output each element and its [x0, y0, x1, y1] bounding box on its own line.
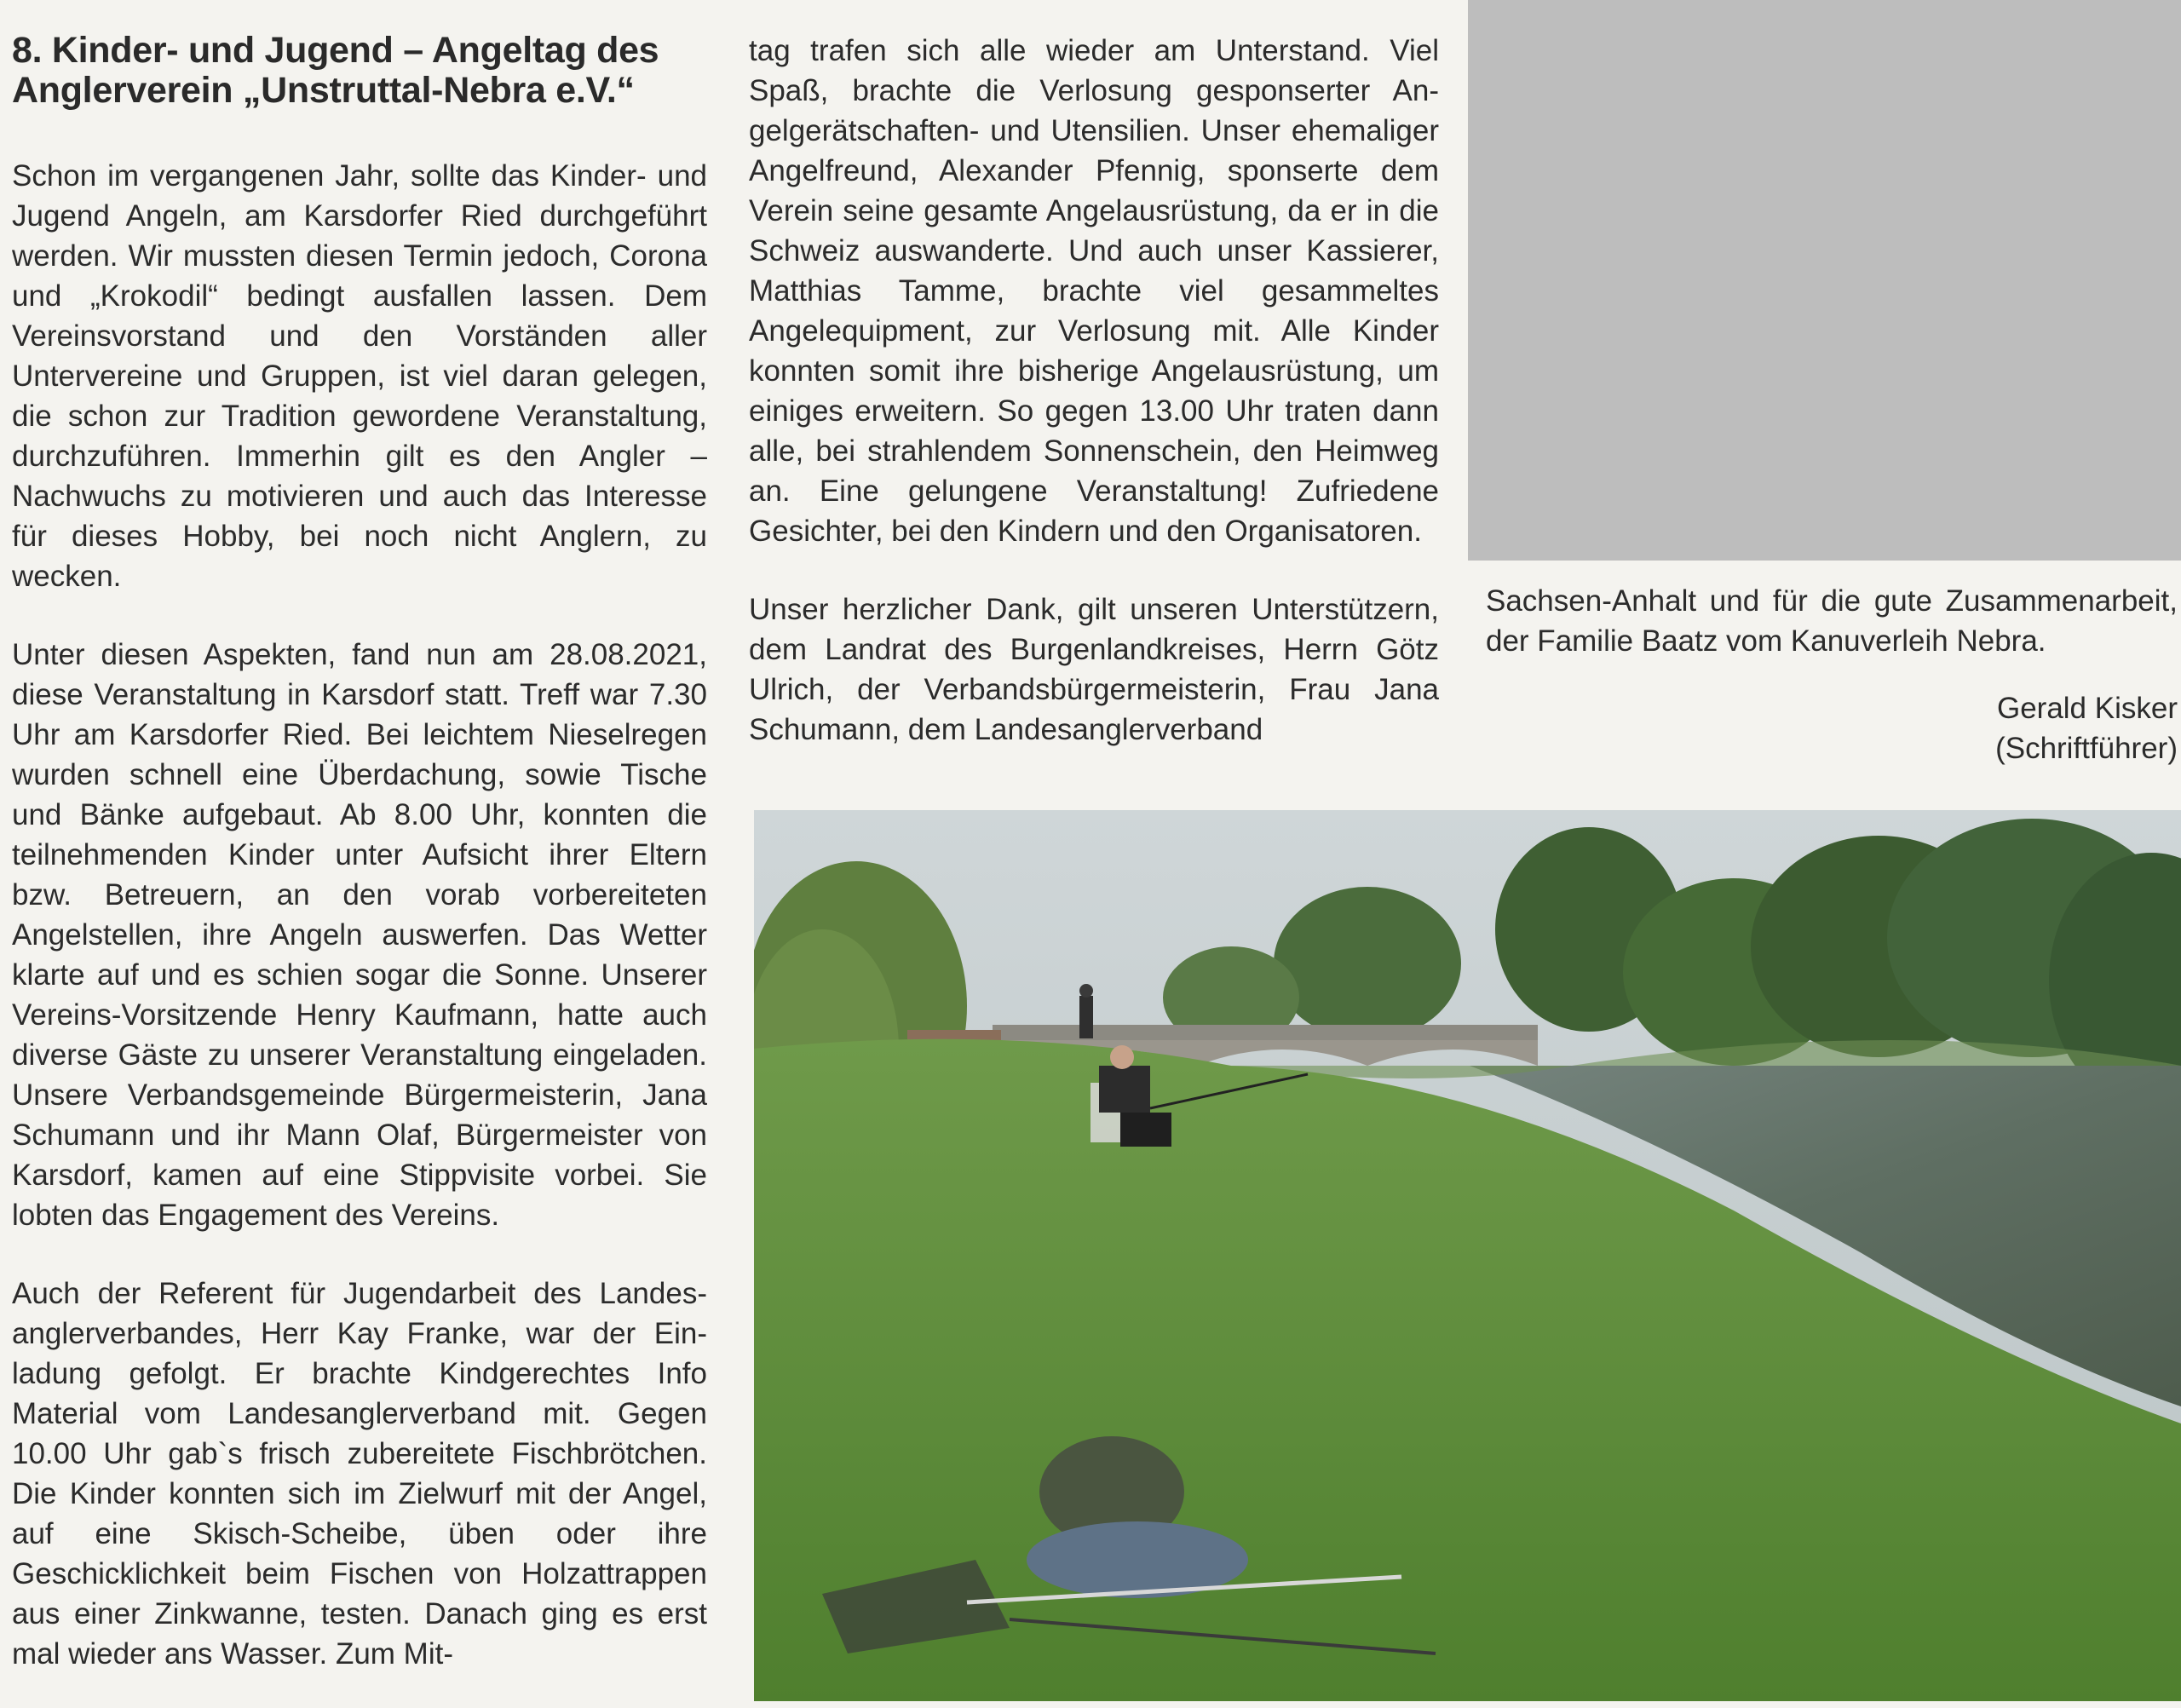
river-fishing-photo [754, 810, 2181, 1701]
paragraph-1: Schon im vergangenen Jahr, sollte das Kinder- und Jugend Angeln, am Karsdorfer Ried durchgeführt werden. Wir mussten diesen Termin jedoch, Corona und „Krokodil“ bedingt ausfallen lassen. Dem Vereinsvorstand und den Vorständen aller Untervereine und Gruppen, ist viel daran gelegen, die schon zur Tradition gewordene Veranstaltung, durchzuführen. Immerhin gilt es den Angler – Nachwuchs zu motivieren und auch das Interesse für dieses Hobby, bei noch nicht Anglern, zu wecken. [12, 159, 707, 593]
column-right [1486, 581, 2178, 768]
author-role: (Schriftführer) [1995, 732, 2178, 765]
paragraph-2: Unter diesen Aspekten, fand nun am 28.08.2021, diese Veranstaltung in Karsdorf statt. Treff war 7.30 Uhr am Karsdorfer Ried. Bei leichtem Nieselregen wurden schnell eine Überdachung, sowie Tische und Bänke aufgebaut. Ab 8.00 Uhr, konnten die teilnehmenden Kinder unter Aufsicht ihrer Eltern bzw. Betreuern, an den vorab vorbereiteten Angelstellen, ihre Angeln auswerfen. Das Wetter klarte auf und es schien sogar die Sonne. Unserer Vereins-Vorsitzende Henry Kaufmann, hatte auch diverse Gäste zu unserer Veranstaltung eingeladen. Unsere Verbandsgemeinde Bürgermeisterin, Jana Schumann und ihr Mann Olaf, Bürgermeister von Karsdorf, kamen auf eine Stippvisite vorbei. Sie lobten das Engagement des Vereins. [12, 638, 707, 1232]
angler-standing [1079, 984, 1093, 1038]
paragraph-3: Auch der Referent für Jugendarbeit des Landesanglerverbandes, Herr Kay Franke, war der Einladung gefolgt. Er brachte Kindgerechtes Info Material vom Landesanglerverband mit. Gegen 10.00 Uhr gab`s frisch zubereitete Fischbrötchen. Die Kinder konnten sich im Zielwurf mit der Angel, auf eine Skisch-Scheibe, üben oder ihre Geschicklichkeit beim Fischen von Holzattrappen aus einer Zinkwanne, testen. Danach ging es erst mal wieder ans Wasser. Zum Mit- [12, 1277, 707, 1671]
paragraph-4-continued: Sachsen-Anhalt und für die gute Zusammenarbeit, der Familie Baatz vom Kanuverleih Nebra. [1486, 584, 2178, 658]
column-left [12, 31, 707, 1674]
paragraph-4: Unser herzlicher Dank, gilt unseren Unterstützern, dem Landrat des Burgenlandkreises, Herrn Götz Ulrich, der Verbandsbürgermeisterin, Frau Jana Schumann, dem Landesanglerverband [749, 593, 1439, 746]
article-photo [754, 810, 2181, 1701]
image-placeholder [1468, 0, 2181, 561]
column-middle [749, 31, 1439, 750]
paragraph-3-continued: tag trafen sich alle wieder am Unterstand. Viel Spaß, brachte die Verlosung gesponserter Angelgerätschaften- und Utensilien. Unser ehemaliger Angelfreund, Alexander Pfennig, sponserte dem Verein seine gesamte Angelausrüstung, da er in die Schweiz auswanderte. Und auch unser Kassierer, Matthias Tamme, brachte viel gesammeltes Angelequipment, zur Verlosung mit. Alle Kinder konnten somit ihre bisherige Angelausrüstung, um einiges erweitern. So gegen 13.00 Uhr traten dann alle, bei strahlendem Sonnenschein, den Heimweg an. Eine gelungene Veranstaltung! Zufriedene Gesichter, bei den Kindern und den Organisatoren. [749, 34, 1439, 548]
author-credit [1486, 688, 2178, 768]
article-headline: 8. Kinder- und Jugend – Angeltag des Anglerverein „Unstruttal-Nebra e.V.“ [12, 30, 659, 111]
author-name: Gerald Kisker [1996, 692, 2178, 725]
